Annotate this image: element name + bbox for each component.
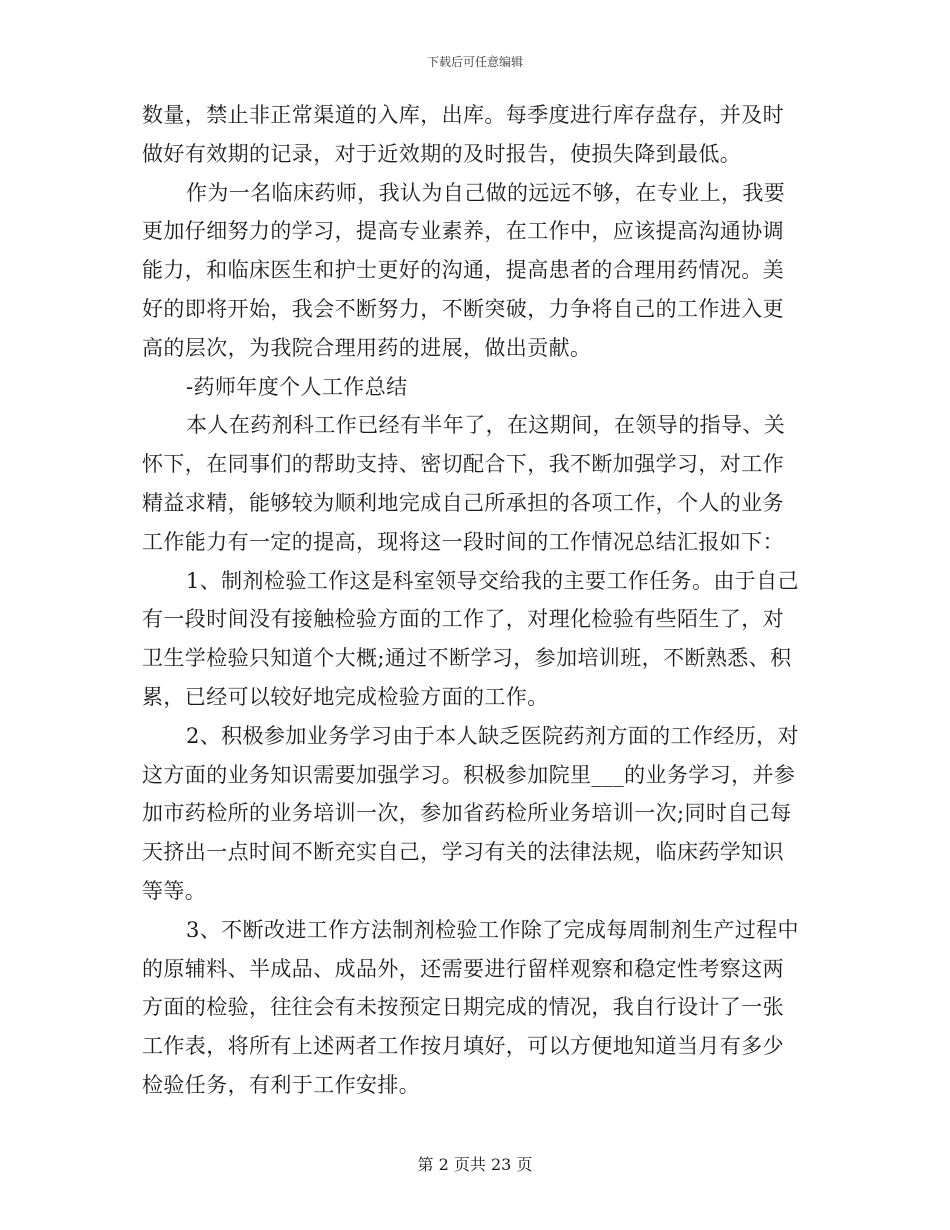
page-header-note: 下载后可任意编辑 bbox=[426, 55, 523, 69]
text-line: 卫生学检验只知道个大概;通过不断学习，参加培训班，不断熟悉、积 bbox=[142, 646, 792, 671]
text-line: 能力，和临床医生和护士更好的沟通，提高患者的合理用药情况。美 bbox=[142, 258, 784, 283]
paragraph-start: 本人在药剂科工作已经有半年了，在这期间，在领导的指导、关 bbox=[186, 413, 786, 438]
text-line: 工作表，将所有上述两者工作按月填好，可以方便地知道当月有多少 bbox=[142, 1034, 784, 1059]
document-body bbox=[142, 96, 808, 1105]
text-line: 更加仔细努力的学习，提高专业素养，在工作中，应该提高沟通协调 bbox=[142, 219, 784, 244]
text-line: 工作能力有一定的提高，现将这一段时间的工作情况总结汇报如下： bbox=[142, 529, 784, 554]
text-line: 做好有效期的记录，对于近效期的及时报告，使损失降到最低。 bbox=[142, 141, 742, 166]
page-number: 第 2 页共 23 页 bbox=[417, 1155, 533, 1174]
text-line: 天挤出一点时间不断充实自己，学习有关的法律法规，临床药学知识 bbox=[142, 840, 784, 865]
text-line: 的原辅料、半成品、成品外，还需要进行留样观察和稳定性考察这两 bbox=[142, 956, 784, 981]
text-line: 有一段时间没有接触检验方面的工作了，对理化检验有些陌生了，对 bbox=[142, 607, 784, 632]
text-line: 精益求精，能够较为顺利地完成自己所承担的各项工作，个人的业务 bbox=[142, 490, 784, 515]
paragraph-start: 作为一名临床药师，我认为自己做的远远不够，在专业上，我要 bbox=[186, 180, 786, 205]
section-title: -药师年度个人工作总结 bbox=[186, 374, 408, 399]
paragraph-start: 3、不断改进工作方法制剂检验工作除了完成每周制剂生产过程中 bbox=[186, 917, 799, 942]
paragraph-start: 2、积极参加业务学习由于本人缺乏医院药剂方面的工作经历，对 bbox=[186, 723, 799, 748]
text-line: 等等。 bbox=[142, 878, 207, 903]
text-line: 加市药检所的业务培训一次，参加省药检所业务培训一次;同时自己每 bbox=[142, 801, 792, 826]
paragraph-start: 1、制剂检验工作这是科室领导交给我的主要工作任务。由于自己 bbox=[186, 568, 799, 593]
text-line: 高的层次，为我院合理用药的进展，做出贡献。 bbox=[142, 335, 592, 360]
text-line: 方面的检验，往往会有未按预定日期完成的情况，我自行设计了一张 bbox=[142, 995, 784, 1020]
text-line: 检验任务，有利于工作安排。 bbox=[142, 1072, 421, 1097]
text-line: 数量，禁止非正常渠道的入库，出库。每季度进行库存盘存，并及时 bbox=[142, 103, 784, 127]
text-line: 怀下，在同事们的帮助支持、密切配合下，我不断加强学习，对工作 bbox=[142, 452, 784, 477]
text-line: 好的即将开始，我会不断努力，不断突破，力争将自己的工作进入更 bbox=[142, 296, 784, 321]
text-line: 这方面的业务知识需要加强学习。积极参加院里___的业务学习，并参 bbox=[142, 762, 796, 787]
text-line: 累，已经可以较好地完成检验方面的工作。 bbox=[142, 684, 549, 709]
